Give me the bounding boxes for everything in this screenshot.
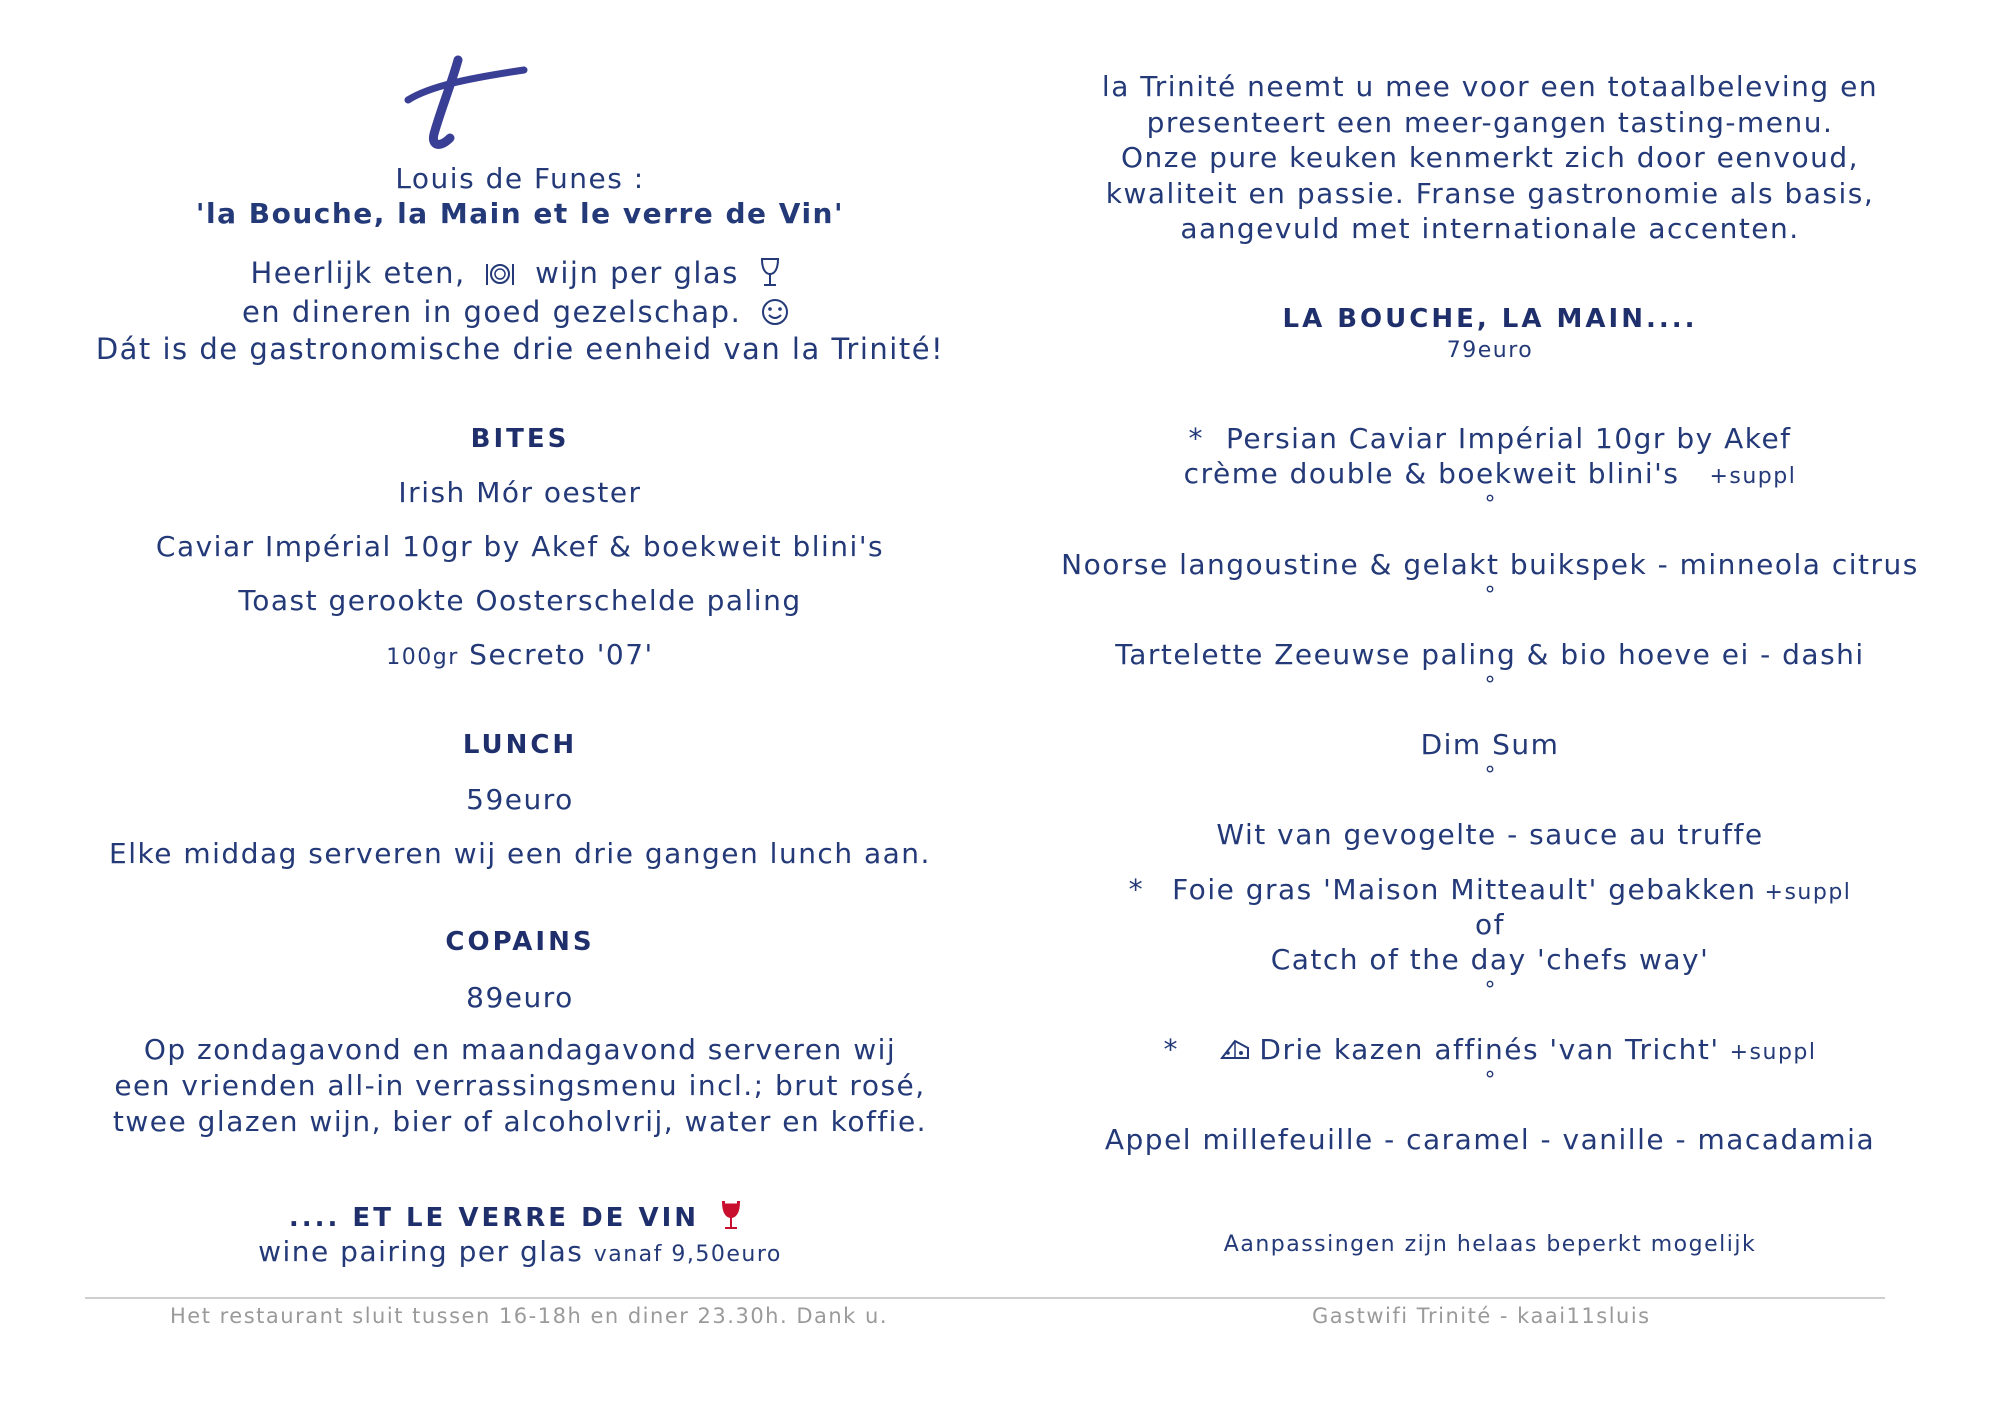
lunch-heading: LUNCH xyxy=(462,730,578,760)
course-separator: ° xyxy=(1484,673,1496,698)
star-marker: * xyxy=(1163,1033,1179,1066)
course-kazen-text: Drie kazen affinés 'van Tricht' xyxy=(1259,1033,1720,1066)
copains-text-line: Op zondagavond en maandagavond serveren wij xyxy=(143,1033,897,1066)
copains-text-line: een vrienden all-in verrassingsmenu incl.; brut rosé, xyxy=(114,1069,926,1102)
cheese-icon xyxy=(1219,1036,1251,1064)
lunch-price: 59euro xyxy=(466,783,574,816)
bites-item: Toast gerookte Oosterschelde paling xyxy=(238,584,802,617)
course-kazen xyxy=(1040,1033,1940,1066)
course-catch: Catch of the day 'chefs way' xyxy=(1270,943,1710,976)
copains-heading: COPAINS xyxy=(445,927,595,957)
wine-heading xyxy=(70,1199,970,1233)
footer-wifi: Gastwifi Trinité - kaai11sluis xyxy=(1312,1304,1651,1328)
suppl-label: +suppl xyxy=(1764,880,1852,905)
wine-pairing-price: vanaf 9,50euro xyxy=(593,1242,782,1267)
tagline-1 xyxy=(70,256,970,290)
intro-motto: 'la Bouche, la Main et le verre de Vin' xyxy=(195,197,845,230)
suppl-label: +suppl xyxy=(1729,1040,1817,1065)
star-marker: * xyxy=(1128,873,1145,906)
menu-heading: LA BOUCHE, LA MAIN.... xyxy=(1282,304,1698,334)
bites-heading: BITES xyxy=(470,424,570,454)
course-dimsum: Dim Sum xyxy=(1420,728,1560,761)
course-foiegras-text: Foie gras 'Maison Mitteault' gebakken xyxy=(1172,873,1757,906)
copains-text-line: twee glazen wijn, bier of alcoholvrij, water en koffie. xyxy=(112,1105,928,1138)
happy-face-icon xyxy=(760,297,790,327)
course-or: of xyxy=(1475,908,1505,941)
intro-line: aangevuld met internationale accenten. xyxy=(1180,212,1800,245)
wine-glass-icon xyxy=(719,1199,743,1231)
intro-author: Louis de Funes : xyxy=(395,162,645,195)
bites-item: Irish Mór oester xyxy=(398,476,642,509)
intro-line: Onze pure keuken kenmerkt zich door eenvoud, xyxy=(1120,141,1859,174)
course-caviar-line2 xyxy=(1040,457,1940,490)
wine-pairing-text: wine pairing per glas xyxy=(258,1235,584,1268)
course-separator: ° xyxy=(1484,1068,1496,1093)
tagline-2-text: en dineren in goed gezelschap. xyxy=(241,295,742,329)
course-caviar-text2: crème double & boekweit blini's xyxy=(1183,457,1680,490)
adjustments-note: Aanpassingen zijn helaas beperkt mogelijk xyxy=(1223,1232,1757,1257)
course-dessert: Appel millefeuille - caramel - vanille - macadamia xyxy=(1104,1123,1876,1156)
intro-line: kwaliteit en passie. Franse gastronomie als basis, xyxy=(1105,177,1875,210)
footer-divider xyxy=(85,1297,1885,1299)
menu-price: 79euro xyxy=(1446,338,1534,363)
copains-price: 89euro xyxy=(466,981,574,1014)
course-tartelette: Tartelette Zeeuwse paling & bio hoeve ei - dashi xyxy=(1115,638,1865,671)
plate-cutlery-icon xyxy=(484,260,516,288)
footer-hours: Het restaurant sluit tussen 16-18h en diner 23.30h. Dank u. xyxy=(170,1304,889,1328)
la-trinite-logo xyxy=(400,52,530,152)
course-separator: ° xyxy=(1484,583,1496,608)
tagline-1b: wijn per glas xyxy=(535,256,739,290)
secreto-weight: 100gr xyxy=(386,645,459,670)
lunch-text: Elke middag serveren wij een drie gangen lunch aan. xyxy=(109,837,931,870)
star-marker: * xyxy=(1188,422,1204,455)
tagline-2 xyxy=(70,295,970,329)
tagline-3: Dát is de gastronomische drie eenheid van la Trinité! xyxy=(95,332,945,366)
intro-line: presenteert een meer-gangen tasting-menu. xyxy=(1146,106,1834,139)
secreto-name: Secreto '07' xyxy=(469,638,654,671)
course-separator: ° xyxy=(1484,763,1496,788)
course-gevogelte: Wit van gevogelte - sauce au truffe xyxy=(1216,818,1764,851)
bites-item: Caviar Impérial 10gr by Akef & boekweit blini's xyxy=(155,530,885,563)
suppl-label: +suppl xyxy=(1709,464,1797,489)
course-foiegras xyxy=(1040,873,1940,906)
tagline-1a: Heerlijk eten, xyxy=(250,256,466,290)
course-caviar-line1 xyxy=(1040,422,1940,455)
course-langoustine: Noorse langoustine & gelakt buikspek - minneola citrus xyxy=(1061,548,1919,581)
course-separator: ° xyxy=(1484,492,1496,517)
course-caviar-text1: Persian Caviar Impérial 10gr by Akef xyxy=(1225,422,1792,455)
bites-item-secreto xyxy=(70,638,970,671)
wine-pairing-line xyxy=(70,1235,970,1268)
wine-heading-text: .... ET LE VERRE DE VIN xyxy=(288,1203,700,1233)
intro-line: la Trinité neemt u mee voor een totaalbeleving en xyxy=(1101,70,1879,103)
wine-glass-icon xyxy=(758,256,782,288)
intro-motto-text: la Bouche, la Main et le verre de Vin xyxy=(206,197,834,230)
course-separator: ° xyxy=(1484,978,1496,1003)
